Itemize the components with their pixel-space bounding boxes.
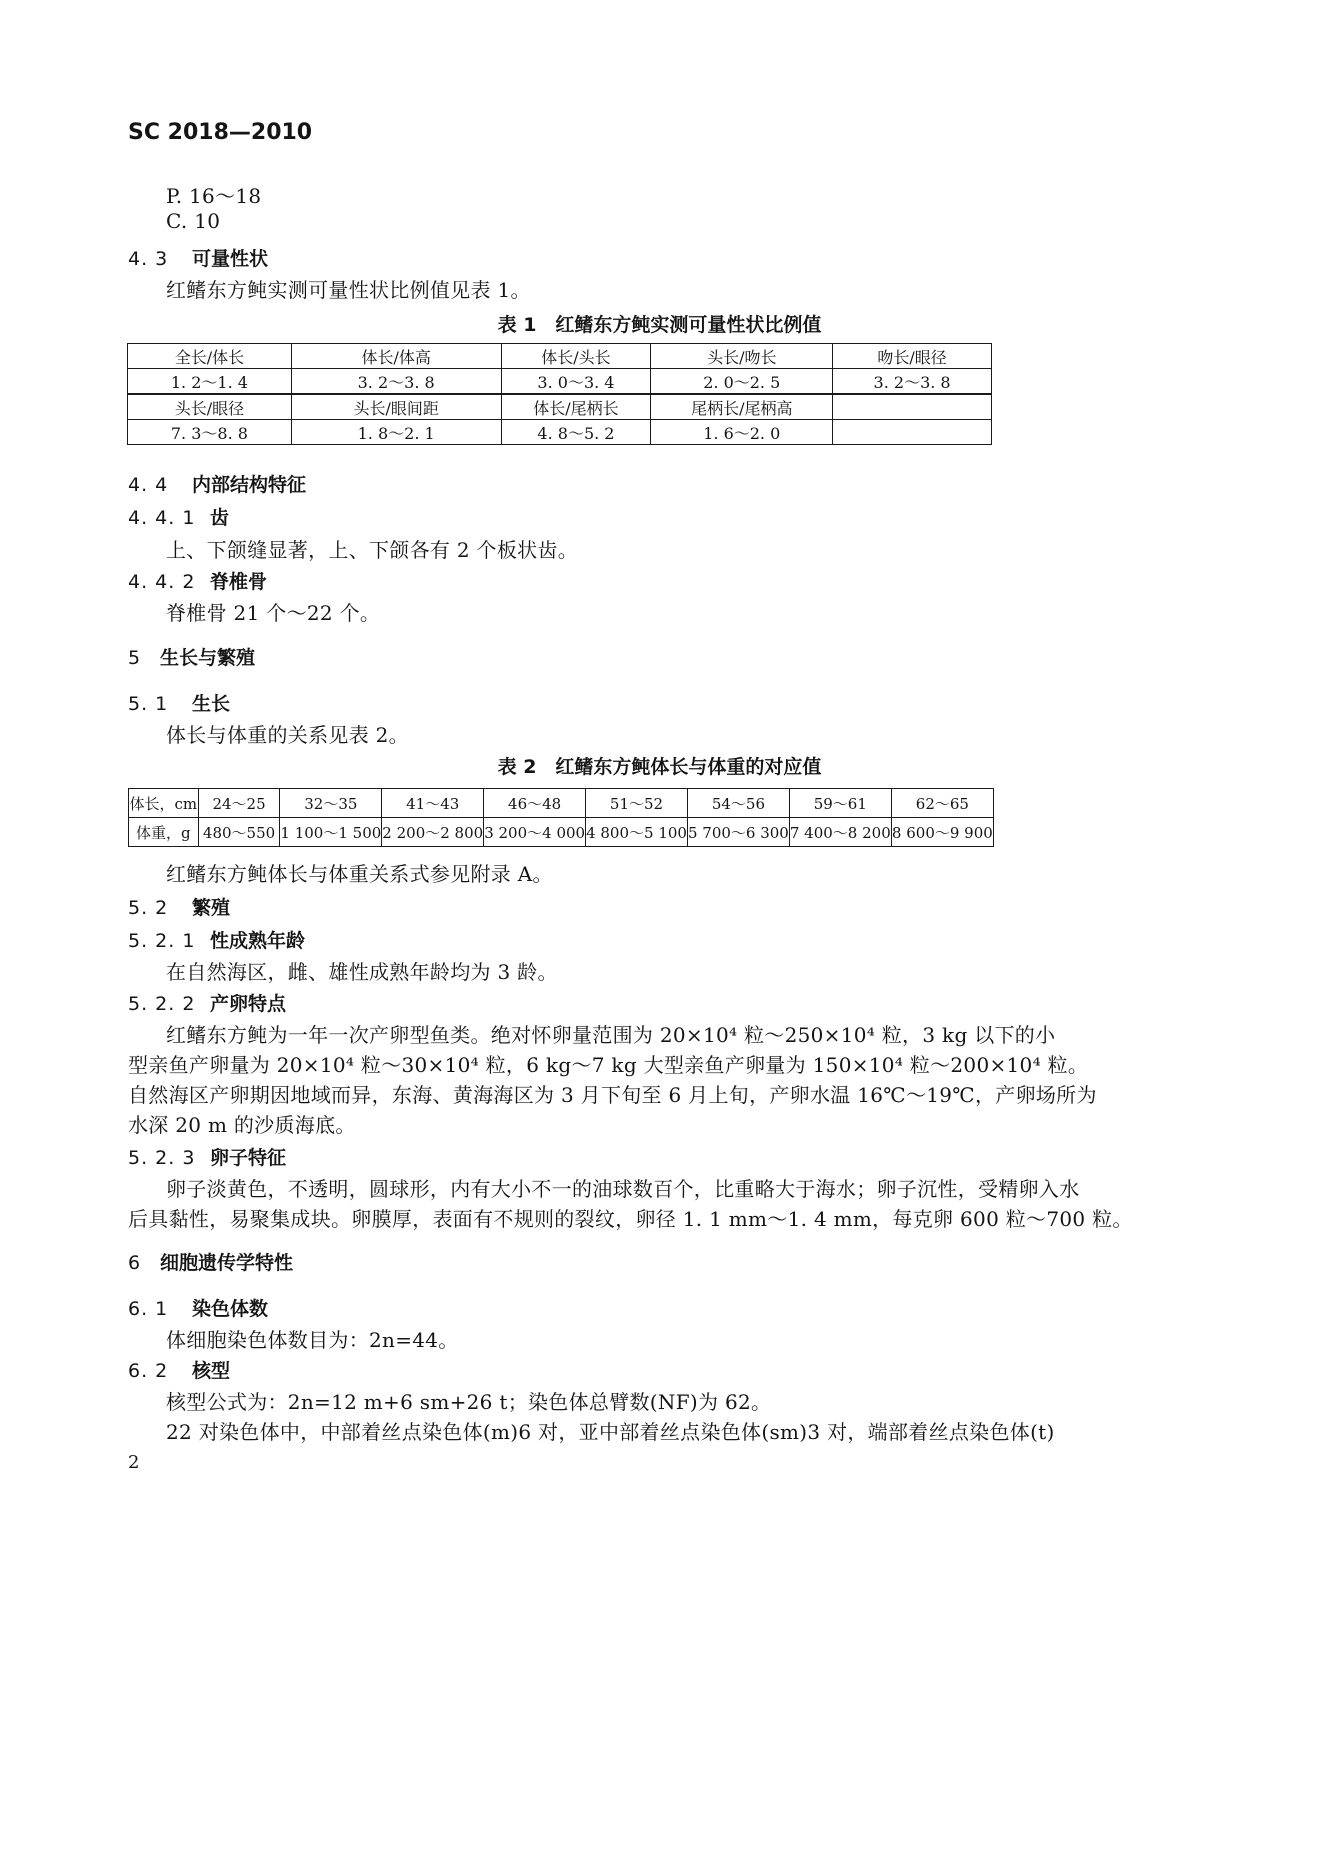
table-cell: 3 200～4 000 [484, 818, 586, 847]
section-6-heading [128, 1248, 293, 1275]
table-cell: 41～43 [382, 789, 484, 818]
paragraph-line: 红鳍东方鲀为一年一次产卵型鱼类。绝对怀卵量范围为 20×10⁴ 粒～250×10⁴ 粒，3 kg 以下的小 [166, 1023, 1056, 1047]
paragraph-line: 核型公式为：2n=12 m+6 sm+26 t；染色体总臂数(NF)为 62。 [166, 1390, 772, 1414]
table-cell: 2. 0～2. 5 [651, 369, 833, 395]
section-5-2-1-text: 在自然海区，雌、雄性成熟年龄均为 3 龄。 [166, 960, 558, 984]
table-cell: 头长/眼径 [128, 394, 292, 420]
table-cell: 尾柄长/尾柄高 [651, 394, 833, 420]
table-cell: 3. 2～3. 8 [833, 369, 992, 395]
section-title: 卵子特征 [210, 1147, 287, 1169]
table-cell: 46～48 [484, 789, 586, 818]
table-2 [128, 788, 994, 847]
table-cell: 7. 3～8. 8 [128, 420, 292, 445]
section-5-2-2-heading [128, 989, 286, 1016]
paragraph-line: 自然海区产卵期因地域而异，东海、黄海海区为 3 月下旬至 6 月上旬，产卵水温 16℃～19℃，产卵场所为 [128, 1083, 1097, 1107]
table-cell: 62～65 [891, 789, 993, 818]
section-title: 生长 [192, 693, 231, 715]
table-cell [833, 420, 992, 445]
section-6-1-heading [128, 1294, 268, 1321]
section-4-4-2-text: 脊椎骨 21 个～22 个。 [166, 601, 381, 625]
section-number: 4. 4 [128, 474, 169, 496]
table-cell: 54～56 [687, 789, 789, 818]
row-label: 体长，cm [129, 789, 199, 818]
table-cell: 480～550 [198, 818, 280, 847]
standard-number: SC 2018—2010 [128, 120, 313, 145]
section-5-1-text: 体长与体重的关系见表 2。 [166, 723, 409, 747]
section-number: 5. 2. 3 [128, 1147, 196, 1169]
section-4-4-2-heading [128, 567, 267, 594]
table-cell: 1 100～1 500 [280, 818, 382, 847]
table-cell: 全长/体长 [128, 344, 292, 369]
section-title: 内部结构特征 [192, 474, 307, 496]
section-4-4-heading [128, 470, 306, 497]
table-1 [127, 343, 992, 445]
section-4-4-1-heading [128, 503, 229, 530]
section-title: 生长与繁殖 [160, 647, 256, 669]
table-cell: 32～35 [280, 789, 382, 818]
table-cell: 4. 8～5. 2 [501, 420, 651, 445]
paragraph-line: 型亲鱼产卵量为 20×10⁴ 粒～30×10⁴ 粒，6 kg～7 kg 大型亲鱼产卵量为 150×10⁴ 粒～200×10⁴ 粒。 [128, 1053, 1089, 1077]
section-number: 5. 2 [128, 897, 169, 919]
table-cell: 2 200～2 800 [382, 818, 484, 847]
table-cell [833, 394, 992, 420]
table-cell: 头长/吻长 [651, 344, 833, 369]
section-4-4-1-text: 上、下颌缝显著，上、下颌各有 2 个板状齿。 [166, 538, 579, 562]
table-cell: 体长/头长 [501, 344, 651, 369]
table-cell: 51～52 [586, 789, 688, 818]
section-title: 脊椎骨 [210, 571, 268, 593]
table-cell: 4 800～5 100 [586, 818, 688, 847]
table-2-caption: 表 2 红鳍东方鲀体长与体重的对应值 [497, 756, 822, 778]
section-number: 4. 4. 1 [128, 507, 196, 529]
pre-line-2: C. 10 [166, 209, 221, 233]
section-5-1-heading [128, 689, 230, 716]
section-title: 核型 [192, 1360, 231, 1382]
section-title: 繁殖 [192, 897, 231, 919]
table-cell: 1. 6～2. 0 [651, 420, 833, 445]
table-cell: 头长/眼间距 [291, 394, 501, 420]
paragraph-line: 水深 20 m 的沙质海底。 [128, 1113, 356, 1137]
paragraph-line: 后具黏性，易聚集成块。卵膜厚，表面有不规则的裂纹，卵径 1. 1 mm～1. 4 mm，每克卵 600 粒～700 粒。 [128, 1207, 1133, 1231]
section-title: 染色体数 [192, 1298, 269, 1320]
table-cell: 8 600～9 900 [891, 818, 993, 847]
section-number: 6 [128, 1252, 141, 1274]
table-cell: 59～61 [789, 789, 891, 818]
table-cell: 体长/体高 [291, 344, 501, 369]
table-cell: 体长/尾柄长 [501, 394, 651, 420]
table-cell: 吻长/眼径 [833, 344, 992, 369]
table-cell: 3. 2～3. 8 [291, 369, 501, 395]
section-5-heading [128, 643, 255, 670]
table-row [128, 420, 992, 445]
table-row [128, 394, 992, 420]
section-number: 5. 1 [128, 693, 169, 715]
table-row [128, 344, 992, 369]
section-number: 5 [128, 647, 141, 669]
table-1-caption: 表 1 红鳍东方鲀实测可量性状比例值 [497, 314, 822, 336]
table-cell: 3. 0～3. 4 [501, 369, 651, 395]
section-number: 6. 1 [128, 1298, 169, 1320]
section-6-1-text: 体细胞染色体数目为：2n=44。 [166, 1328, 459, 1352]
section-4-3-text: 红鳍东方鲀实测可量性状比例值见表 1。 [166, 278, 531, 302]
section-number: 5. 2. 1 [128, 930, 196, 952]
table-cell: 5 700～6 300 [687, 818, 789, 847]
section-title: 可量性状 [192, 248, 269, 270]
section-number: 6. 2 [128, 1360, 169, 1382]
paragraph-line: 22 对染色体中，中部着丝点染色体(m)6 对，亚中部着丝点染色体(sm)3 对，端部着丝点染色体(t) [166, 1420, 1055, 1444]
section-4-3-heading [128, 244, 268, 271]
section-number: 5. 2. 2 [128, 993, 196, 1015]
table-row [129, 818, 994, 847]
paragraph-line: 卵子淡黄色，不透明，圆球形，内有大小不一的油球数百个，比重略大于海水；卵子沉性，受精卵入水 [166, 1177, 1080, 1201]
section-number: 4. 4. 2 [128, 571, 196, 593]
section-title: 性成熟年龄 [210, 930, 306, 952]
section-title: 产卵特点 [210, 993, 287, 1015]
page-number: 2 [128, 1452, 140, 1473]
table-cell: 1. 8～2. 1 [291, 420, 501, 445]
table-cell: 24～25 [198, 789, 280, 818]
section-number: 4. 3 [128, 248, 169, 270]
table-cell: 1. 2～1. 4 [128, 369, 292, 395]
section-title: 细胞遗传学特性 [160, 1252, 294, 1274]
section-title: 齿 [210, 507, 230, 529]
table-2-note: 红鳍东方鲀体长与体重关系式参见附录 A。 [166, 862, 553, 886]
table-row [128, 369, 992, 395]
section-5-2-1-heading [128, 926, 305, 953]
table-cell: 7 400～8 200 [789, 818, 891, 847]
table-row [129, 789, 994, 818]
row-label: 体重，g [129, 818, 199, 847]
section-5-2-heading [128, 893, 230, 920]
pre-line-1: P. 16～18 [166, 184, 262, 208]
section-6-2-heading [128, 1356, 230, 1383]
section-5-2-3-heading [128, 1143, 286, 1170]
